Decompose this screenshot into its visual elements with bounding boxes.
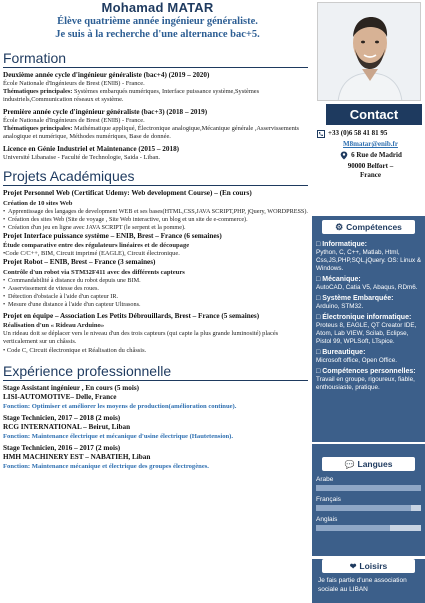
edu-title: Première année cycle d'ingénieur généraliste (bac+3) (2018 – 2019) <box>3 108 208 116</box>
list-item: • Mesure d'une distance à l'aide d'un capteur Ultrasons. <box>3 301 308 309</box>
language-label: Arabe <box>316 476 334 483</box>
competence-category: □ Mécanique: <box>316 275 422 284</box>
edu-themes-text: Mathématique appliqué, Électronique analogique,Mécanique générale ,Asservissements analogique et numérique, Méthodes numériques, Base de donnée. <box>3 125 300 140</box>
competence-text: Proteus 8, EAGLE, QT Creator IDE, Atom, Lab VIEW, Scilab, Eclipse, Pistol 99, WPLSoft, LTspice. <box>316 322 417 345</box>
experience-function: Fonction: Optimiser et améliorer les moyens de production(amélioration continue). <box>3 402 237 410</box>
leisure-text: Je fais partie d'une association sociale au LIBAN <box>318 577 407 593</box>
language-row <box>316 516 421 531</box>
language-level-bar <box>316 485 421 491</box>
contact-address-line-3: France <box>360 171 381 179</box>
experience-item <box>3 414 308 441</box>
competences-header <box>322 220 415 234</box>
leisure-title: Loisirs <box>359 561 388 571</box>
project-list <box>3 208 308 232</box>
language-label: Anglais <box>316 516 338 523</box>
contact-address-line-2: 90000 Belfort – <box>347 162 394 170</box>
project-subtitle: Réalisation d'un « Rideau Arduino» <box>3 322 105 330</box>
languages-header <box>322 457 415 471</box>
edu-school: École Nationale d'Ingénieurs de Brest (ENIB) - France. <box>3 117 145 124</box>
experience-role: Stage Technicien, 2016 – 2017 (2 mois) <box>3 443 121 452</box>
competences-body <box>312 234 425 392</box>
experience-section <box>3 363 308 471</box>
sidebar <box>308 104 425 603</box>
leisure-header <box>322 559 415 573</box>
edu-themes-label: Thématiques principales: <box>3 88 73 95</box>
project-list <box>3 277 308 309</box>
experience-role: Stage Technicien, 2017 – 2018 (2 mois) <box>3 413 121 422</box>
list-item: • Création d'un jeu en ligne avec JAVA SCRIPT (le serpent et la pomme). <box>3 224 308 232</box>
project-title: Projet Personnel Web (Certificat Udemy: Web development Course) – (En cours) <box>3 189 252 197</box>
contact-address-row <box>316 151 425 160</box>
project-text: Un rideau doit se déplacer vers le niveau d'un des trois capteurs (qui capte la plus grande luminosité) placés verticalement sur un châssis. <box>3 330 279 346</box>
location-pin-icon <box>339 151 348 160</box>
phone-icon <box>316 129 325 138</box>
edu-item <box>3 108 308 141</box>
competence-category: □ Électronique informatique: <box>316 313 422 322</box>
avatar-icon <box>318 3 421 101</box>
experience-company: LISI-AUTOMOTIVE– Delle, France <box>3 392 117 401</box>
language-level-bar <box>316 505 421 511</box>
project-subtitle: Création de 10 sites Web <box>3 199 73 207</box>
contact-phone: +33 (0)6 58 41 81 95 <box>328 129 388 137</box>
list-item: • Asservissement de vitesse des roues. <box>3 285 308 293</box>
header <box>0 0 315 48</box>
language-level-fill <box>316 525 390 531</box>
edu-themes-label: Thématiques principales: <box>3 125 73 132</box>
leisure-panel <box>312 559 425 603</box>
edu-themes <box>3 125 308 141</box>
language-level-fill <box>316 485 421 491</box>
projects-section <box>3 168 308 355</box>
experience-function: Fonction: Maintenance mécanique et électrique des groupes électrogènes. <box>3 462 209 470</box>
headline-1: Élève quatrième année ingénieur généraliste. <box>57 16 258 27</box>
project-subtitle: Contrôle d'un robot via STM32F411 avec des différents capteurs <box>3 268 185 276</box>
experience-title: Expérience professionnelle <box>3 363 308 381</box>
competences-panel <box>312 216 425 442</box>
projects-title: Projets Académiques <box>3 168 308 186</box>
experience-role: Stage Assistant ingénieur , En cours (5 mois) <box>3 383 140 392</box>
chat-bubble-icon: 💬 <box>344 459 355 469</box>
competence-text: AutoCAD, Catia V5, Abaqus, RDm6. <box>316 284 418 291</box>
language-row <box>316 496 421 511</box>
project-title: Projet Interface puissance système – ENIB, Brest – France (6 semaines) <box>3 231 222 240</box>
language-level-bar <box>316 525 421 531</box>
experience-item <box>3 384 308 411</box>
competence-category: □ Bureautique: <box>316 348 422 357</box>
edu-title: Licence en Génie Industriel et Maintenance (2015 – 2018) <box>3 145 180 153</box>
project-subtitle: Étude comparative entre des régulateurs linéaires et de découpage <box>3 242 190 249</box>
contact-email-link[interactable]: M8matar@enib.fr <box>343 140 398 148</box>
formation-section <box>3 50 308 162</box>
languages-title: Langues <box>357 459 393 469</box>
competence-text: Travail en groupe, rigoureux, fiable, enthousiaste, pratique. <box>316 376 415 391</box>
edu-school: École Nationale d'Ingénieurs de Brest (ENIB) - France. <box>3 80 145 87</box>
profile-photo <box>317 2 421 101</box>
competence-text: Microsoft office, Open Office. <box>316 357 397 364</box>
edu-item <box>3 145 308 162</box>
edu-themes <box>3 88 308 104</box>
contact-title: Contact <box>326 104 422 125</box>
competence-category: □ Informatique: <box>316 240 422 249</box>
language-label: Français <box>316 496 341 503</box>
project-title: Projet en équipe – Association Les Petits Débrouillards, Brest – France (5 semaines) <box>3 311 260 320</box>
language-level-fill <box>316 505 411 511</box>
project-title: Projet Robot – ENIB, Brest – France (3 semaines) <box>3 258 156 267</box>
competences-title: Compétences <box>346 222 402 232</box>
languages-panel <box>312 444 425 556</box>
edu-title: Deuxième année cycle d'ingénieur généraliste (bac+4) (2019 – 2020) <box>3 71 210 79</box>
experience-item <box>3 444 308 471</box>
competence-category: □ Compétences personnelles: <box>316 367 422 376</box>
contact-details <box>316 129 425 180</box>
edu-school: Université Libanaise - Faculté de Technologie, Saida - Liban. <box>3 154 161 161</box>
competence-text: Python, C, C++, Matlab, Html, Css,JS,PHP,SQL,jQuery. OS: Linux & Windows. <box>316 249 422 272</box>
experience-company: RCG INTERNATIONAL – Beirut, Liban <box>3 422 131 431</box>
edu-themes-text: Systèmes embarqués numériques, Interface puissance système,Systèmes industriels,Communication réseaux et système. <box>3 88 260 103</box>
contact-phone-row <box>316 129 425 138</box>
contact-address-line-1: 6 Rue de Madrid <box>351 151 402 159</box>
list-item: • Apprentissage des langages de development WEB et ses bases(HTML,CSS,JAVA SCRIPT,PHP, jQuery, WORDPRESS). <box>3 208 308 216</box>
project-text: • Code C, Circuit électronique et Réalisation du châssis. <box>3 346 147 354</box>
formation-title: Formation <box>3 50 308 68</box>
competence-text: Arduino, STM32. <box>316 303 364 310</box>
list-item: • Commandabilité à distance du robot depuis une BIM. <box>3 277 308 285</box>
project-text: •Code C/C++, BIM, Circuit imprimé (EAGLE), Circuit électronique. <box>3 250 180 257</box>
list-item: • Détection d'obstacle à l'aide d'un capteur IR. <box>3 293 308 301</box>
list-item: • Création des sites Web (Site de voyage , Site Web interactive, un blog et un site de e-commerce). <box>3 216 308 224</box>
experience-function: Fonction: Maintenance électrique et mécanique d'usine électrique (Hautetension). <box>3 432 234 440</box>
experience-company: HMH MACHINERY EST – NABATIEH, Liban <box>3 452 151 461</box>
edu-item <box>3 71 308 104</box>
headline-2: Je suis à la recherche d'une alternance bac+5. <box>55 29 260 40</box>
contact-email-row <box>316 140 425 149</box>
candidate-name: Mohamad MATAR <box>101 0 214 15</box>
competence-category: □ Système Embarquée: <box>316 294 422 303</box>
heart-icon: ❤ <box>349 561 357 571</box>
language-row <box>316 476 421 491</box>
gear-icon: ⚙ <box>335 221 344 232</box>
main-column <box>3 50 308 474</box>
